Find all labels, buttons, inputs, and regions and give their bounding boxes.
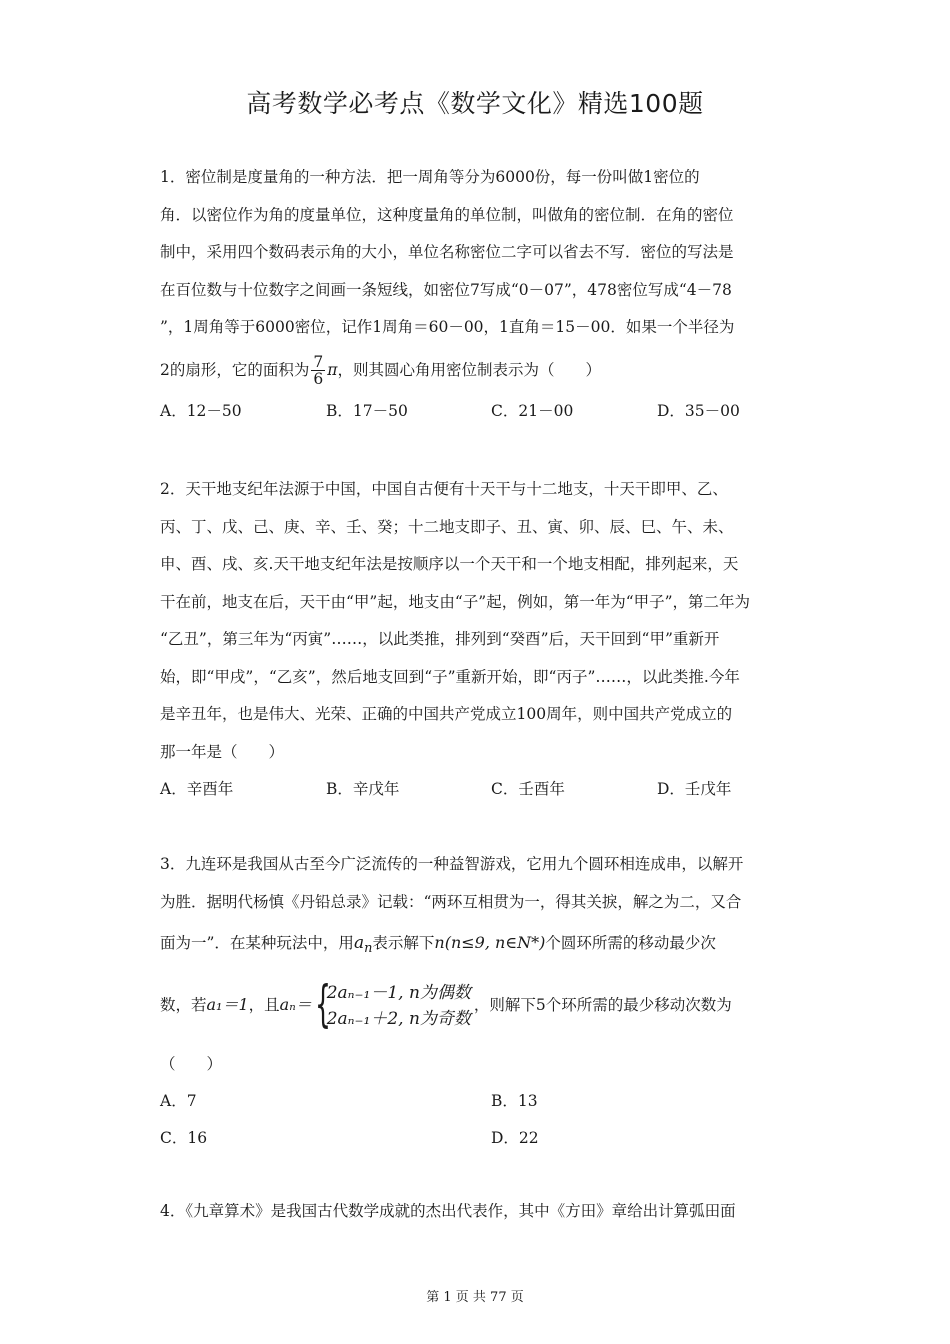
option-b[interactable]: B．17－50 xyxy=(326,401,408,420)
question-3-line xyxy=(160,965,796,1045)
option-b[interactable]: B．辛戊年 xyxy=(326,780,400,798)
option-c[interactable]: C．21－00 xyxy=(491,401,574,420)
question-2-line: “乙丑”，第三年为“丙寅”……，以此类推，排列到“癸酉”后，天干回到“甲”重新开 xyxy=(160,630,720,648)
question-3-line: 为胜．据明代杨慎《丹铅总录》记载：“两环互相贯为一，得其关捩，解之为二，又合 xyxy=(160,892,742,911)
question-1-line: 在百位数与十位数字之间画一条短线，如密位7写成“0－07”，478密位写成“4－78 xyxy=(160,280,732,299)
option-d[interactable]: D．壬戊年 xyxy=(657,780,732,798)
question-3-text: ，且 xyxy=(248,996,280,1014)
math-an: aₙ＝ xyxy=(279,995,312,1014)
option-c[interactable]: C．16 xyxy=(160,1129,208,1147)
question-1-text: ，则其圆心角用密位制表示为（ ） xyxy=(337,360,601,379)
left-brace-icon: { xyxy=(314,975,331,1033)
question-3-options-row-2 xyxy=(160,1120,796,1157)
pi-symbol: π xyxy=(327,360,338,379)
piecewise-case: 2aₙ₋₁＋2, n为奇数 xyxy=(326,1009,471,1029)
page-title: 高考数学必考点《数学文化》精选100题 xyxy=(246,89,704,118)
option-a[interactable]: A．7 xyxy=(160,1092,197,1110)
question-3-line xyxy=(160,921,796,965)
option-c[interactable]: C．壬酉年 xyxy=(491,780,565,798)
question-2-line: 始，即“甲戌”，“乙亥”，然后地支回到“子”重新开始，即“丙子”……，以此类推.今年 xyxy=(160,667,740,686)
question-1-line: 角．以密位作为角的度量单位，这种度量角的单位制，叫做角的密位制．在角的密位 xyxy=(160,205,734,224)
question-4-line: 4．《九章算术》是我国古代数学成就的杰出代表作，其中《方田》章给出计算弧田面 xyxy=(160,1202,736,1220)
question-2 xyxy=(160,471,796,808)
question-1-text: 2的扇形，它的面积为 xyxy=(160,360,310,379)
option-d[interactable]: D．22 xyxy=(491,1129,539,1147)
question-2-options xyxy=(160,771,796,808)
option-a[interactable]: A．辛酉年 xyxy=(160,780,234,798)
question-4 xyxy=(160,1193,796,1231)
question-3-text: 数，若 xyxy=(160,996,207,1014)
question-3-line: （ ） xyxy=(160,1055,223,1073)
question-1-line: ”，1周角等于6000密位，记作1周角＝60－00，1直角＝15－00．如果一个半径为 xyxy=(160,318,735,336)
question-1-line: 1．密位制是度量角的一种方法．把一周角等分为6000份，每一份叫做1密位的 xyxy=(160,168,700,186)
question-3-text: 表示解下 xyxy=(372,934,435,952)
math-condition: n(n≤9, n∈N*) xyxy=(434,933,546,952)
question-1 xyxy=(160,159,796,430)
question-2-line: 丙、丁、戊、己、庚、辛、壬、癸；十二地支即子、丑、寅、卯、辰、巳、午、未、 xyxy=(160,517,734,536)
option-b[interactable]: B．13 xyxy=(491,1092,538,1110)
question-3-options-row-1 xyxy=(160,1083,796,1120)
fraction-denominator: 6 xyxy=(313,370,324,388)
option-d[interactable]: D．35－00 xyxy=(657,401,740,420)
question-1-line: 制中，采用四个数码表示角的大小，单位名称密位二字可以省去不写．密位的写法是 xyxy=(160,243,734,261)
question-3-text: 面为一”．在某种玩法中，用 xyxy=(160,934,354,952)
question-1-options xyxy=(160,393,796,430)
question-3-text: 个圆环所需的移动最少次 xyxy=(545,934,716,952)
question-2-line: 那一年是（ ） xyxy=(160,742,285,761)
question-2-line: 申、酉、戌、亥.天干地支纪年法是按顺序以一个天干和一个地支相配，排列起来，天 xyxy=(160,555,739,573)
math-a1: a₁＝1 xyxy=(206,995,249,1014)
piecewise-definition xyxy=(314,975,471,1033)
fraction-numerator: 7 xyxy=(313,352,324,371)
question-2-line: 干在前，地支在后，天干由“甲”起，地支由“子”起，例如，第一年为“甲子”，第二年为 xyxy=(160,592,751,611)
page-footer: 第 1 页 共 77 页 xyxy=(426,1290,524,1305)
question-2-line: 是辛丑年，也是伟大、光荣、正确的中国共产党成立100周年，则中国共产党成立的 xyxy=(160,705,733,723)
question-3-text: ，则解下5个环所需的最少移动次数为 xyxy=(473,996,732,1014)
question-3 xyxy=(160,846,796,1157)
question-3-line: 3．九连环是我国从古至今广泛流传的一种益智游戏，它用九个圆环相连成串，以解开 xyxy=(160,855,744,873)
math-subscript: n xyxy=(364,941,373,957)
question-1-line xyxy=(160,347,796,393)
math-a: a xyxy=(353,933,365,953)
piecewise-case: 2aₙ₋₁－1, n为偶数 xyxy=(326,983,471,1003)
option-a[interactable]: A．12－50 xyxy=(160,401,242,420)
question-2-line: 2．天干地支纪年法源于中国，中国自古便有十天干与十二地支，十天干即甲、乙、 xyxy=(160,480,728,498)
fraction xyxy=(311,354,325,388)
